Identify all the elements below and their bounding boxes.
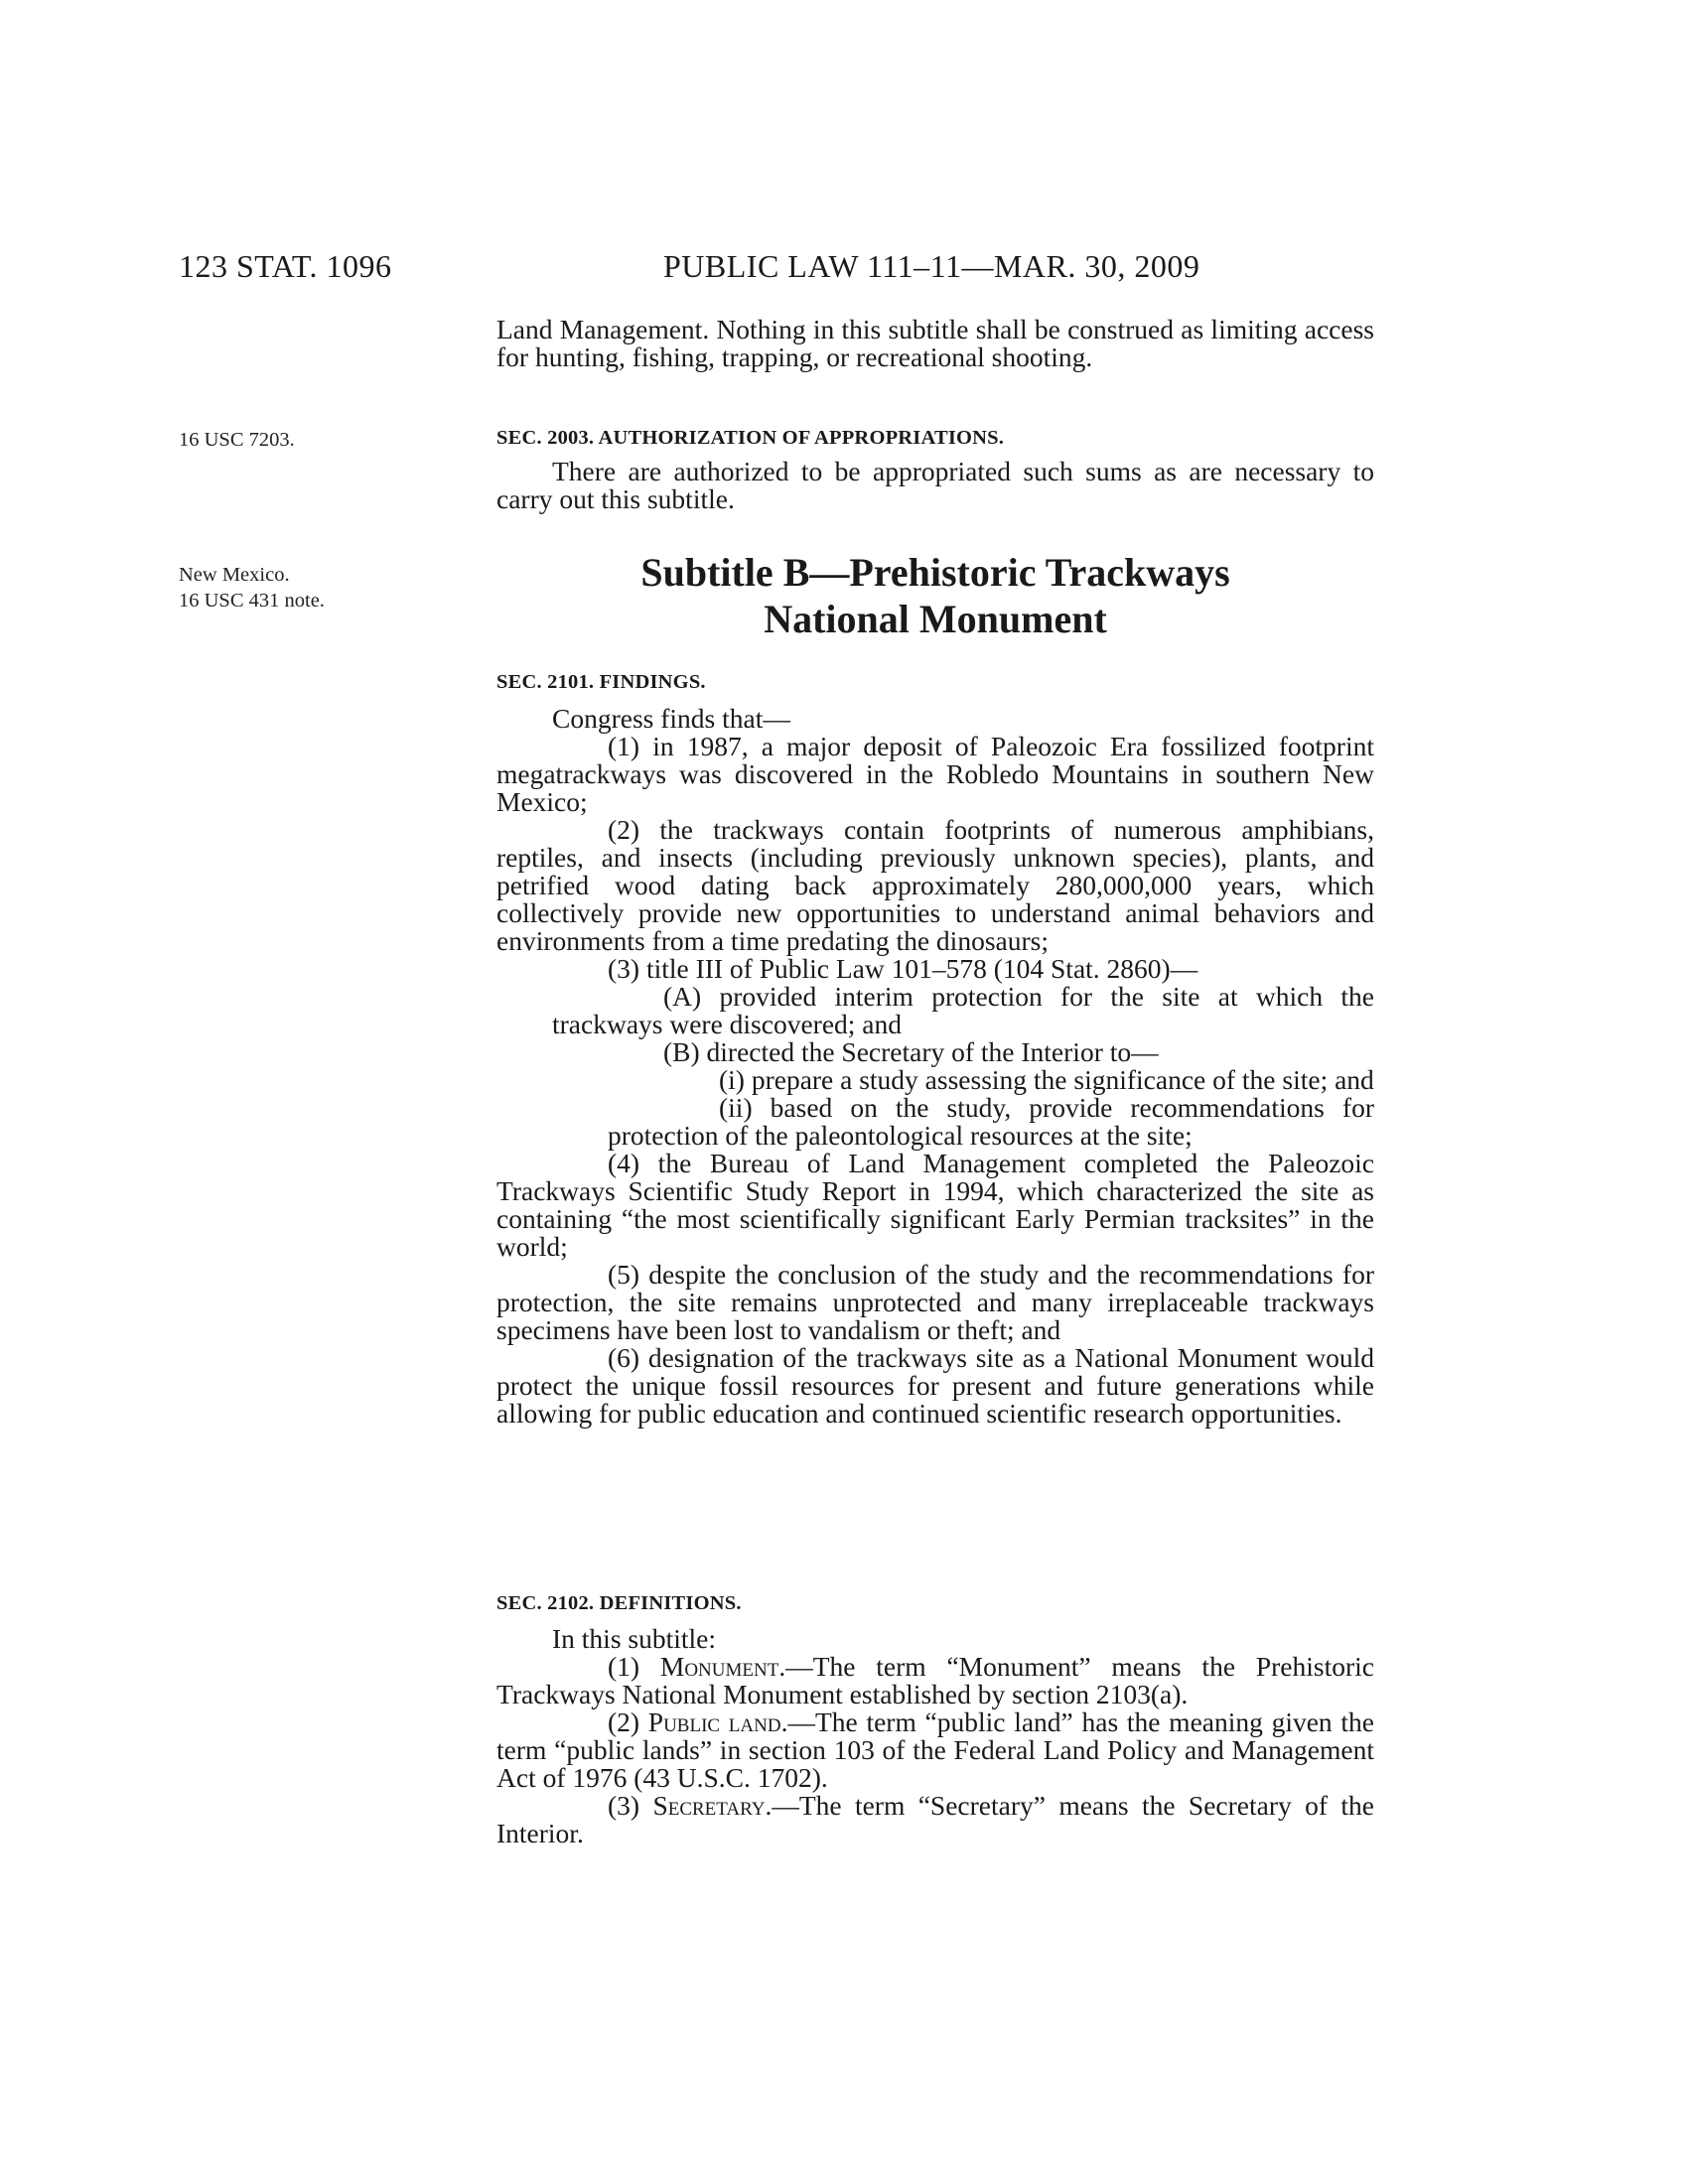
definition-1-text: .—The term “Monument” means the Prehistoric Trackways National Monument established by section 2103(a). bbox=[496, 1651, 1374, 1709]
section-2003-body bbox=[496, 458, 1374, 513]
continuation-paragraph bbox=[496, 316, 1374, 371]
subtitle-heading bbox=[496, 549, 1374, 642]
definition-2-term: Public land bbox=[647, 1706, 781, 1737]
definition-monument bbox=[496, 1653, 1374, 1708]
section-heading-2101: SEC. 2101. FINDINGS. bbox=[496, 671, 706, 693]
definition-3-term: Secretary bbox=[652, 1790, 766, 1821]
section-heading-2003: SEC. 2003. AUTHORIZATION OF APPROPRIATIONS. bbox=[496, 427, 1005, 449]
definition-secretary bbox=[496, 1792, 1374, 1847]
finding-2: (2) the trackways contain footprints of numerous amphibians, reptiles, and insects (including previously unknown species), plants, and petrified wood dating back approximately 280,000,000 years, which collectively provide new opportunities to understand animal behaviors and environments from a time predating the dinosaurs; bbox=[496, 814, 1374, 956]
continuation-text: Land Management. Nothing in this subtitle shall be construed as limiting access for hunting, fishing, trapping, or recreational shooting. bbox=[496, 314, 1374, 372]
definition-2-text: .—The term “public land” has the meaning given the term “public lands” in section 103 of the Federal Land Policy and Management Act of 1976 (43 U.S.C. 1702). bbox=[496, 1706, 1374, 1793]
finding-3-a: (A) provided interim protection for the site at which the trackways were discovered; and bbox=[552, 981, 1374, 1039]
finding-3: (3) title III of Public Law 101–578 (104 Stat. 2860)— bbox=[608, 953, 1198, 984]
subtitle-line-2: National Monument bbox=[764, 597, 1107, 641]
finding-4: (4) the Bureau of Land Management completed the Paleozoic Trackways Scientific Study Report in 1994, which characterized the site as containing “the most scientifically significant Early Permian tracksites” in the world; bbox=[496, 1148, 1374, 1262]
section-2003-text: There are authorized to be appropriated such sums as are necessary to carry out this subtitle. bbox=[496, 456, 1374, 514]
definition-public-land bbox=[496, 1708, 1374, 1792]
section-2101-body bbox=[496, 705, 1374, 1428]
definition-3-text: .—The term “Secretary” means the Secretary of the Interior. bbox=[496, 1790, 1374, 1848]
definition-1-term: Monument bbox=[659, 1651, 779, 1682]
public-law-header: PUBLIC LAW 111–11—MAR. 30, 2009 bbox=[663, 248, 1200, 284]
margin-note-usc-7203: 16 USC 7203. bbox=[179, 429, 295, 451]
section-2102-body bbox=[496, 1625, 1374, 1847]
finding-3-b: (B) directed the Secretary of the Interior to— bbox=[663, 1036, 1159, 1067]
section-heading-2102: SEC. 2102. DEFINITIONS. bbox=[496, 1592, 742, 1614]
finding-5: (5) despite the conclusion of the study and the recommendations for protection, the site remains unprotected and many irreplaceable trackways specimens have been lost to vandalism or theft; and bbox=[496, 1259, 1374, 1345]
definition-3-number: (3) bbox=[608, 1790, 653, 1821]
margin-note-usc-431: 16 USC 431 note. bbox=[179, 590, 325, 612]
definition-2-number: (2) bbox=[608, 1706, 648, 1737]
subtitle-line-1: Subtitle B—Prehistoric Trackways bbox=[640, 550, 1230, 595]
findings-lead: Congress finds that— bbox=[552, 703, 790, 734]
finding-6: (6) designation of the trackways site as a National Monument would protect the unique fossil resources for present and future generations while allowing for public education and continued scientific research opportunities. bbox=[496, 1342, 1374, 1429]
finding-3-b-i: (i) prepare a study assessing the significance of the site; and bbox=[719, 1064, 1374, 1095]
definition-1-number: (1) bbox=[608, 1651, 660, 1682]
finding-3-b-ii: (ii) based on the study, provide recommendations for protection of the paleontological resources at the site; bbox=[608, 1092, 1374, 1151]
margin-note-new-mexico: New Mexico. bbox=[179, 564, 290, 586]
definitions-lead: In this subtitle: bbox=[552, 1623, 716, 1654]
finding-1: (1) in 1987, a major deposit of Paleozoic Era fossilized footprint megatrackways was discovered in the Robledo Mountains in southern New Mexico; bbox=[496, 731, 1374, 817]
statute-page-reference: 123 STAT. 1096 bbox=[179, 248, 392, 284]
